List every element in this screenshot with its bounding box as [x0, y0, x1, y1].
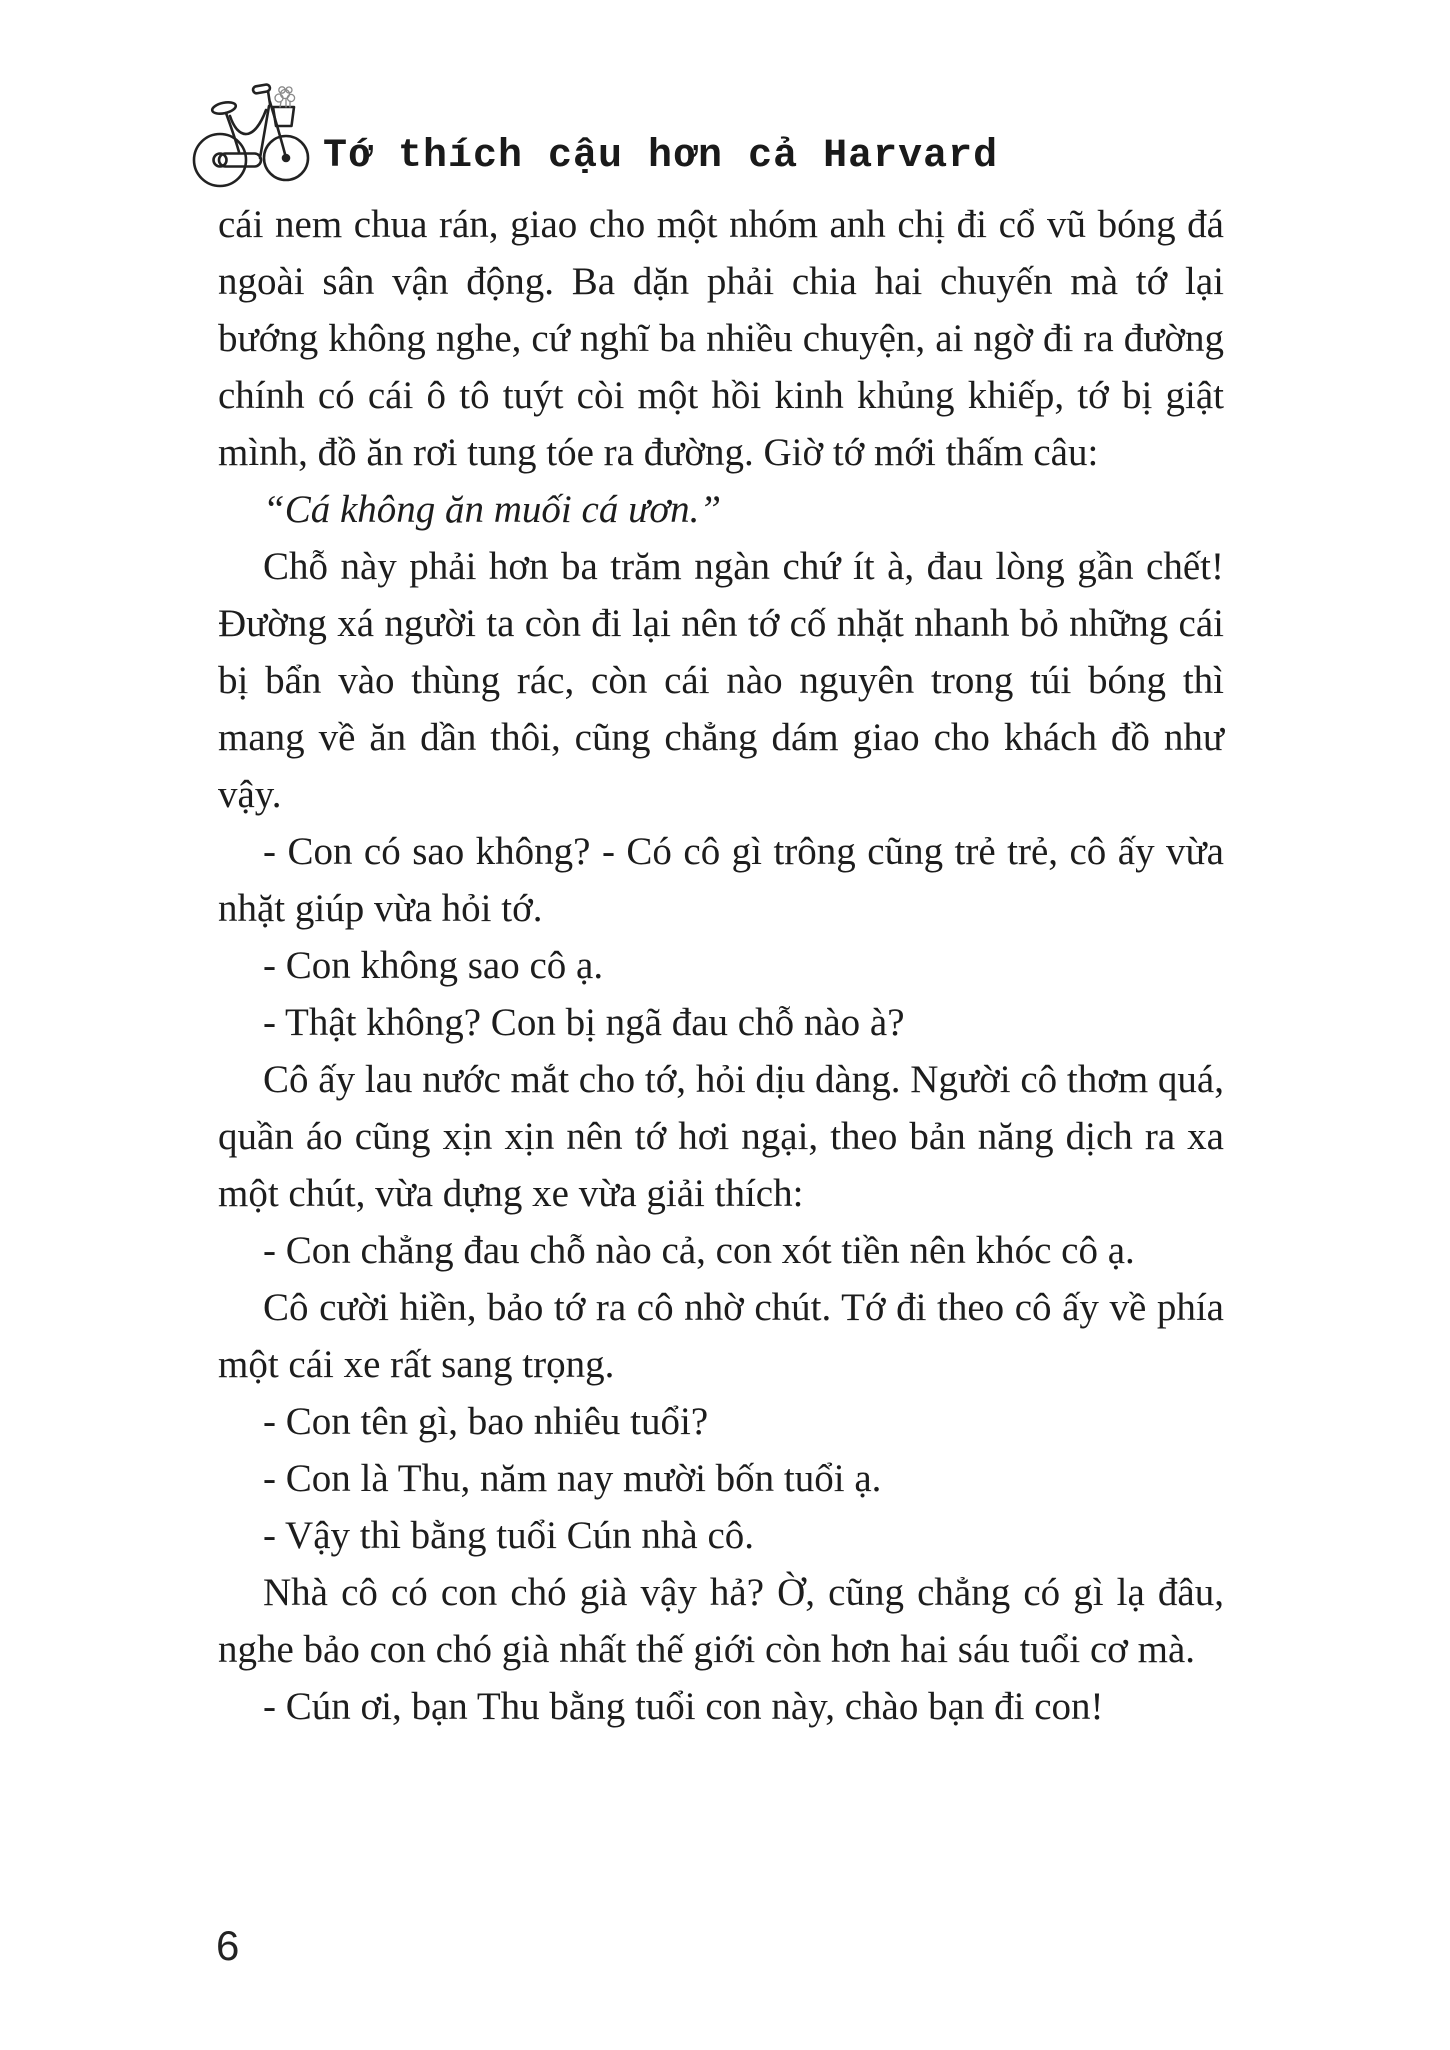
- page-number: 6: [216, 1922, 240, 1969]
- paragraph: Nhà cô có con chó già vậy hả? Ờ, cũng chẳng có gì lạ đâu, nghe bảo con chó già nhất thế giới còn hơn hai sáu tuổi cơ mà.: [218, 1571, 1224, 1671]
- paragraph: Cô ấy lau nước mắt cho tớ, hỏi dịu dàng. Người cô thơm quá, quần áo cũng xịn xịn nên tớ hơi ngại, theo bản năng dịch ra xa một chút, vừa dựng xe vừa giải thích:: [218, 1058, 1224, 1215]
- paragraph: - Vậy thì bằng tuổi Cún nhà cô.: [263, 1514, 755, 1557]
- flowers-icon: [275, 87, 295, 107]
- paragraph: - Con không sao cô ạ.: [263, 944, 604, 987]
- paragraph: cái nem chua rán, giao cho một nhóm anh chị đi cổ vũ bóng đá ngoài sân vận động. Ba dặn phải chia hai chuyến mà tớ lại bướng không nghe, cứ nghĩ ba nhiều chuyện, ai ngờ đi ra đường chính có cái ô tô tuýt còi một hồi kinh khủng khiếp, tớ bị giật mình, đồ ăn rơi tung tóe ra đường. Giờ tớ mới thấm câu:: [218, 203, 1224, 474]
- paragraph: - Con chẳng đau chỗ nào cả, con xót tiền nên khóc cô ạ.: [263, 1229, 1135, 1272]
- paragraph: “Cá không ăn muối cá ươn.”: [263, 488, 722, 531]
- paragraph: - Con là Thu, năm nay mười bốn tuổi ạ.: [263, 1457, 882, 1500]
- page-title: Tớ thích cậu hơn cả Harvard: [323, 134, 999, 179]
- paragraph: - Con có sao không? - Có cô gì trông cũng trẻ trẻ, cô ấy vừa nhặt giúp vừa hỏi tớ.: [218, 830, 1224, 930]
- paragraph: - Thật không? Con bị ngã đau chỗ nào à?: [263, 1001, 905, 1044]
- paragraph: Chỗ này phải hơn ba trăm ngàn chứ ít à, đau lòng gần chết! Đường xá người ta còn đi lại nên tớ cố nhặt nhanh bỏ những cái bị bẩn vào thùng rác, còn cái nào nguyên trong túi bóng thì mang về ăn dần thôi, cũng chẳng dám giao cho khách đồ như vậy.: [218, 545, 1224, 816]
- body-text: [218, 196, 1224, 1735]
- paragraph: - Con tên gì, bao nhiêu tuổi?: [263, 1400, 709, 1443]
- paragraph: - Cún ơi, bạn Thu bằng tuổi con này, chào bạn đi con!: [263, 1685, 1104, 1728]
- paragraph: Cô cười hiền, bảo tớ ra cô nhờ chút. Tớ đi theo cô ấy về phía một cái xe rất sang trọng.: [218, 1286, 1224, 1386]
- bicycle-icon: [186, 80, 311, 190]
